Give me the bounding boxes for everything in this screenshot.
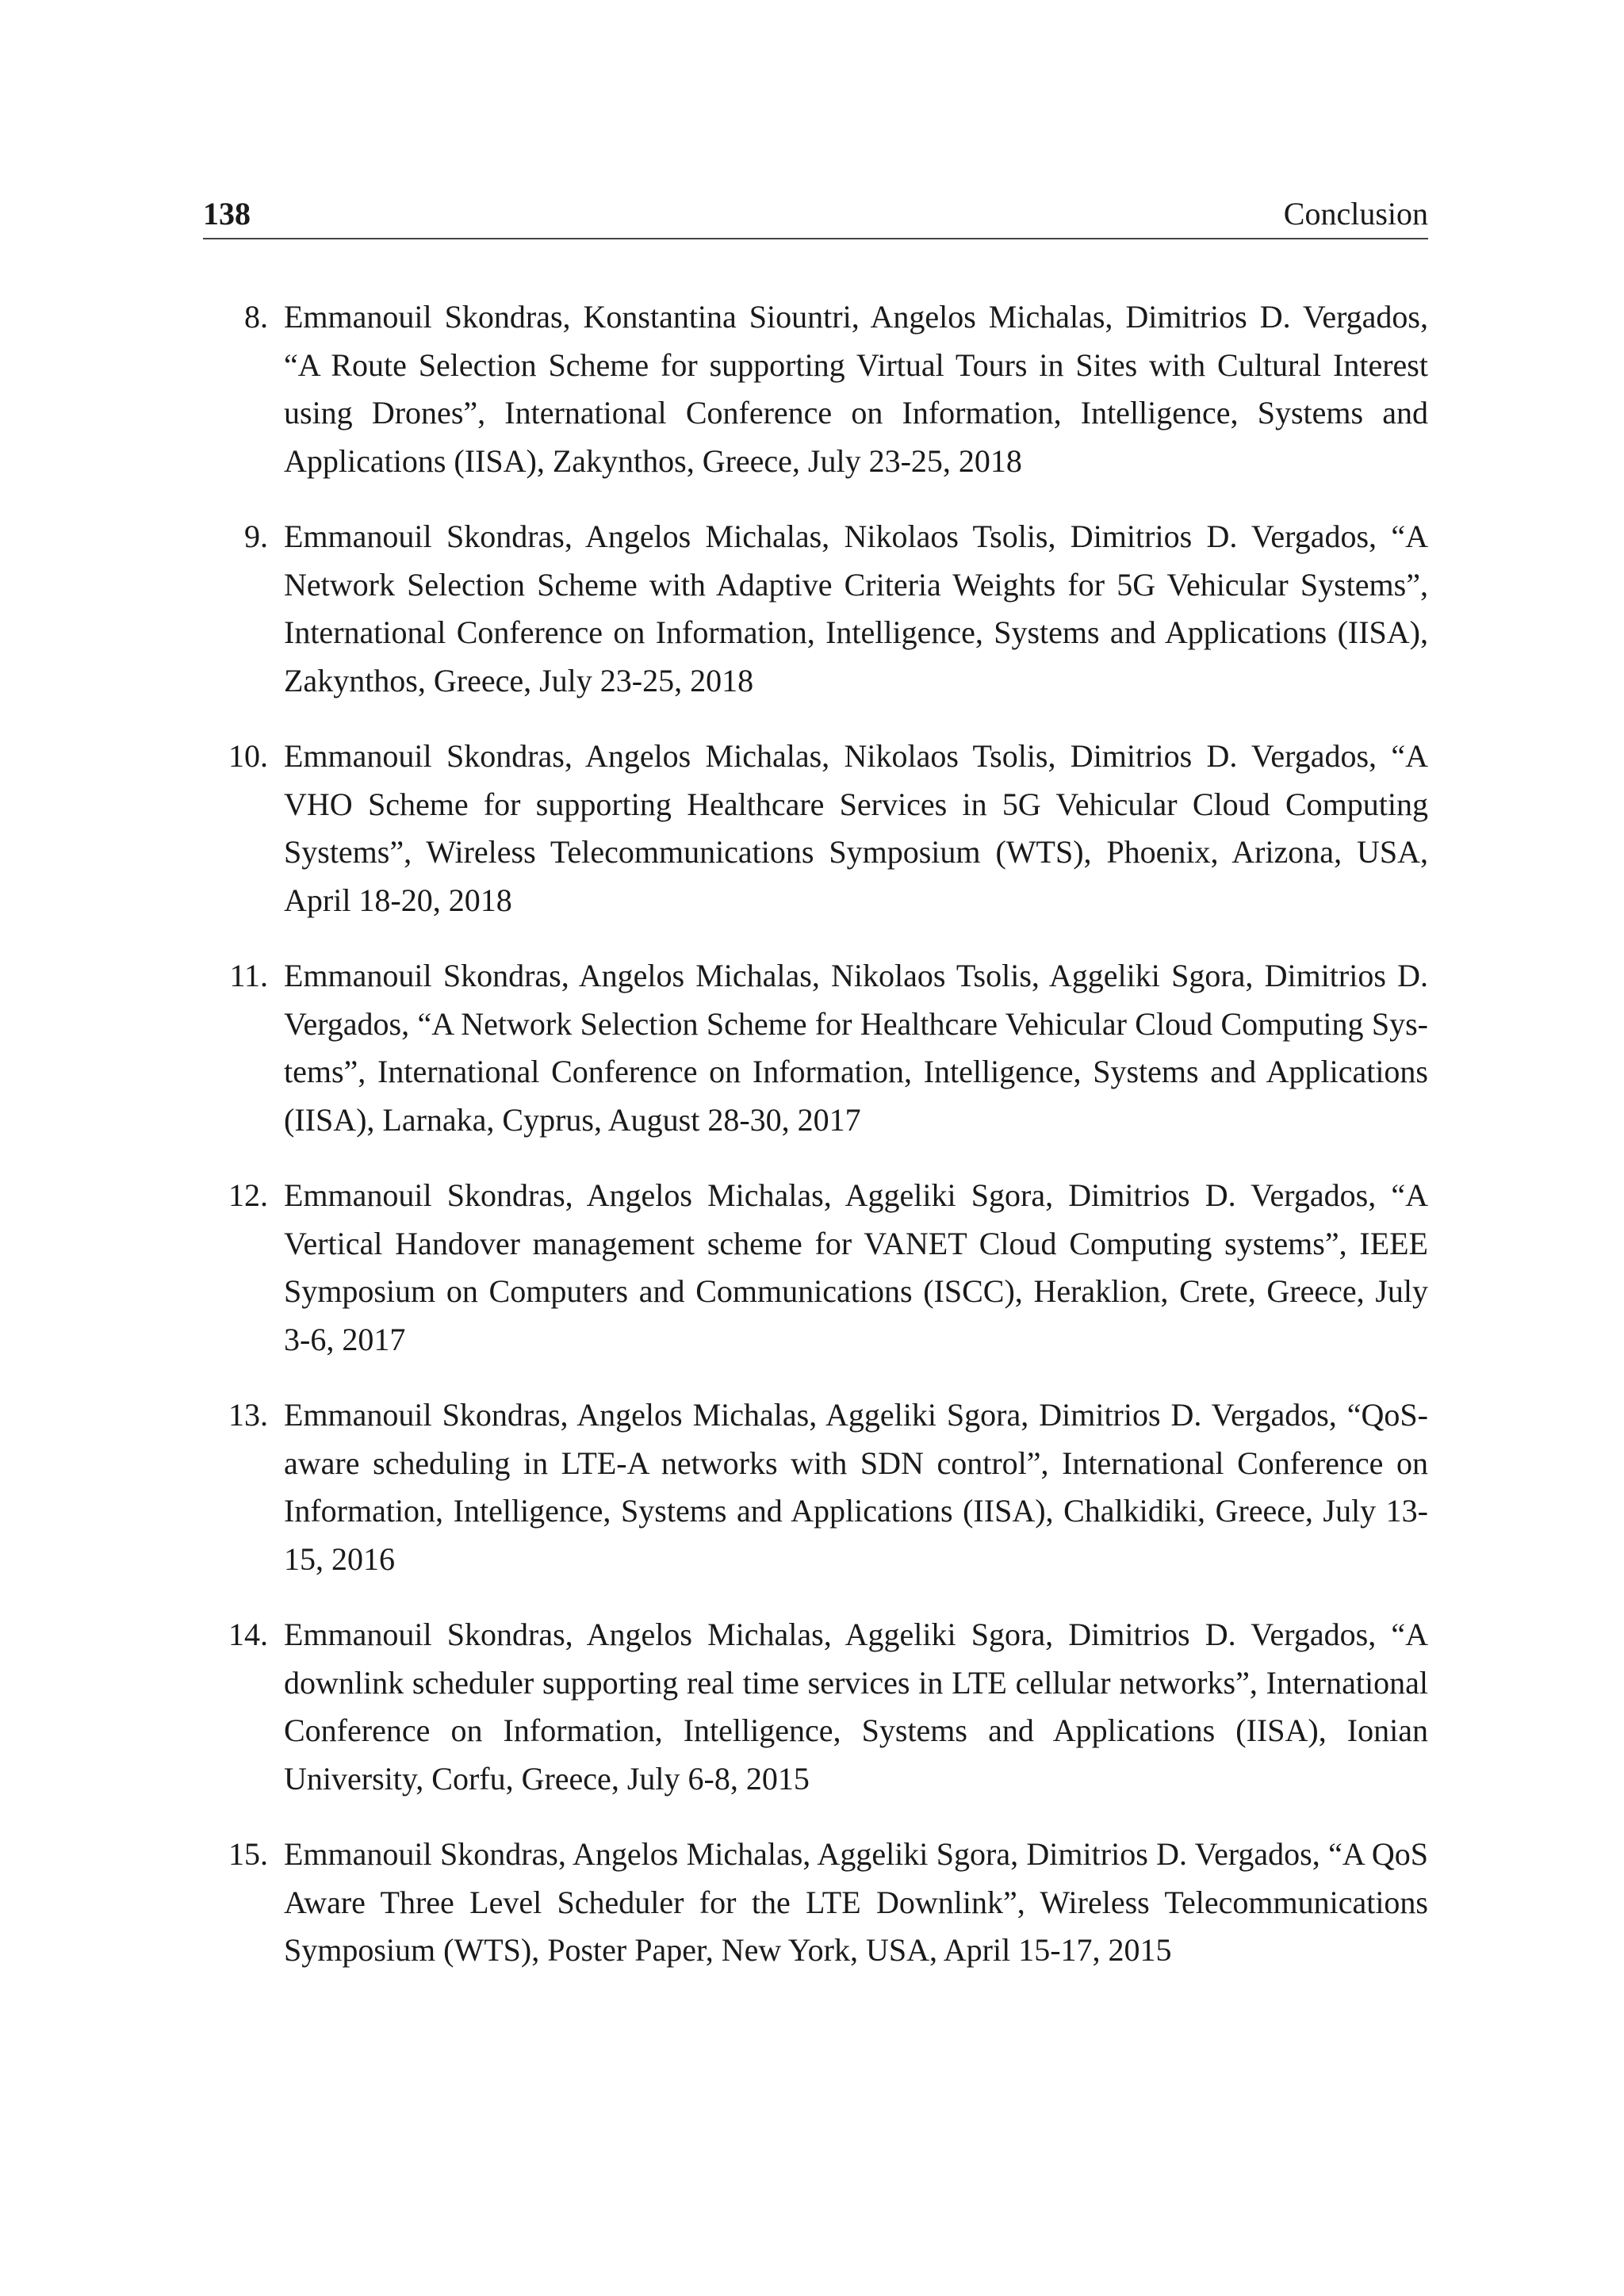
reference-number: 11. (229, 958, 268, 993)
reference-item-8 (203, 293, 1428, 485)
reference-text: Emmanouil Skondras, Angelos Michalas, Aggeliki Sgora, Dimitrios D. Vergados, “A QoS Aware Three Level Scheduler for the LTE Downlink”, Wireless Telecommunications Symposium (WTS), Poster Paper, New York, USA, April 15-17, 2015 (284, 1836, 1428, 1968)
reference-number: 9. (244, 519, 268, 554)
reference-number: 8. (244, 299, 268, 335)
reference-text: Emmanouil Skondras, Angelos Michalas, Aggeliki Sgora, Dimitrios D. Vergados, “A downlink scheduler supporting real time services in LTE cellular networks”, International Conference on Information, Intelligence, Systems and Applications (IISA), Ionian University, Corfu, Greece, July 6-8, 2015 (284, 1617, 1428, 1797)
reference-item-12 (203, 1172, 1428, 1364)
reference-number: 14. (228, 1617, 268, 1652)
reference-text: Emmanouil Skondras, Angelos Michalas, Nikolaos Tsolis, Dimitrios D. Vergados, “A Network Selection Scheme with Adaptive Criteria Weights for 5G Vehicular Systems”, International Conference on Information, Intelligence, Systems and Applications (IISA), Zakynthos, Greece, July 23-25, 2018 (284, 519, 1428, 698)
reference-text: Emmanouil Skondras, Angelos Michalas, Nikolaos Tsolis, Aggeliki Sgora, Dimitrios D. Vergados, “A Network Selection Scheme for Healthcare Vehicular Cloud Computing Systems”, International Conference on Information, Intelligence, Systems and Applications (IISA), Larnaka, Cyprus, August 28-30, 2017 (284, 958, 1428, 1138)
reference-item-13 (203, 1391, 1428, 1583)
reference-item-14 (203, 1611, 1428, 1803)
reference-item-9 (203, 513, 1428, 705)
reference-item-10 (203, 733, 1428, 924)
page-header (203, 193, 1428, 239)
reference-text: Emmanouil Skondras, Konstantina Siountri, Angelos Michalas, Dimitrios D. Vergados, “A Route Selection Scheme for supporting Virtual Tours in Sites with Cultural Interest using Drones”, International Conference on Information, Intelligence, Systems and Applications (IISA), Zakynthos, Greece, July 23-25, 2018 (284, 299, 1428, 479)
reference-number: 12. (228, 1177, 268, 1213)
reference-text: Emmanouil Skondras, Angelos Michalas, Aggeliki Sgora, Dimitrios D. Vergados, “QoS-aware scheduling in LTE-A networks with SDN control”, International Conference on Information, Intelligence, Systems and Applications (IISA), Chalkidiki, Greece, July 13-15, 2016 (284, 1397, 1428, 1577)
reference-number: 15. (228, 1836, 268, 1872)
reference-number: 10. (228, 738, 268, 774)
running-title: Conclusion (1283, 196, 1428, 232)
reference-text: Emmanouil Skondras, Angelos Michalas, Nikolaos Tsolis, Dimitrios D. Vergados, “A VHO Scheme for supporting Healthcare Services in 5G Vehicular Cloud Computing Systems”, Wireless Telecommunications Symposium (WTS), Phoenix, Arizona, USA, April 18-20, 2018 (284, 738, 1428, 918)
reference-number: 13. (228, 1397, 268, 1433)
reference-text: Emmanouil Skondras, Angelos Michalas, Aggeliki Sgora, Dimitrios D. Vergados, “A Vertical Handover management scheme for VANET Cloud Computing systems”, IEEE Symposium on Computers and Communications (ISCC), Heraklion, Crete, Greece, July 3-6, 2017 (284, 1177, 1428, 1357)
reference-item-11 (203, 952, 1428, 1144)
reference-list (203, 293, 1428, 2003)
page-number: 138 (203, 196, 251, 232)
reference-item-15 (203, 1831, 1428, 1975)
